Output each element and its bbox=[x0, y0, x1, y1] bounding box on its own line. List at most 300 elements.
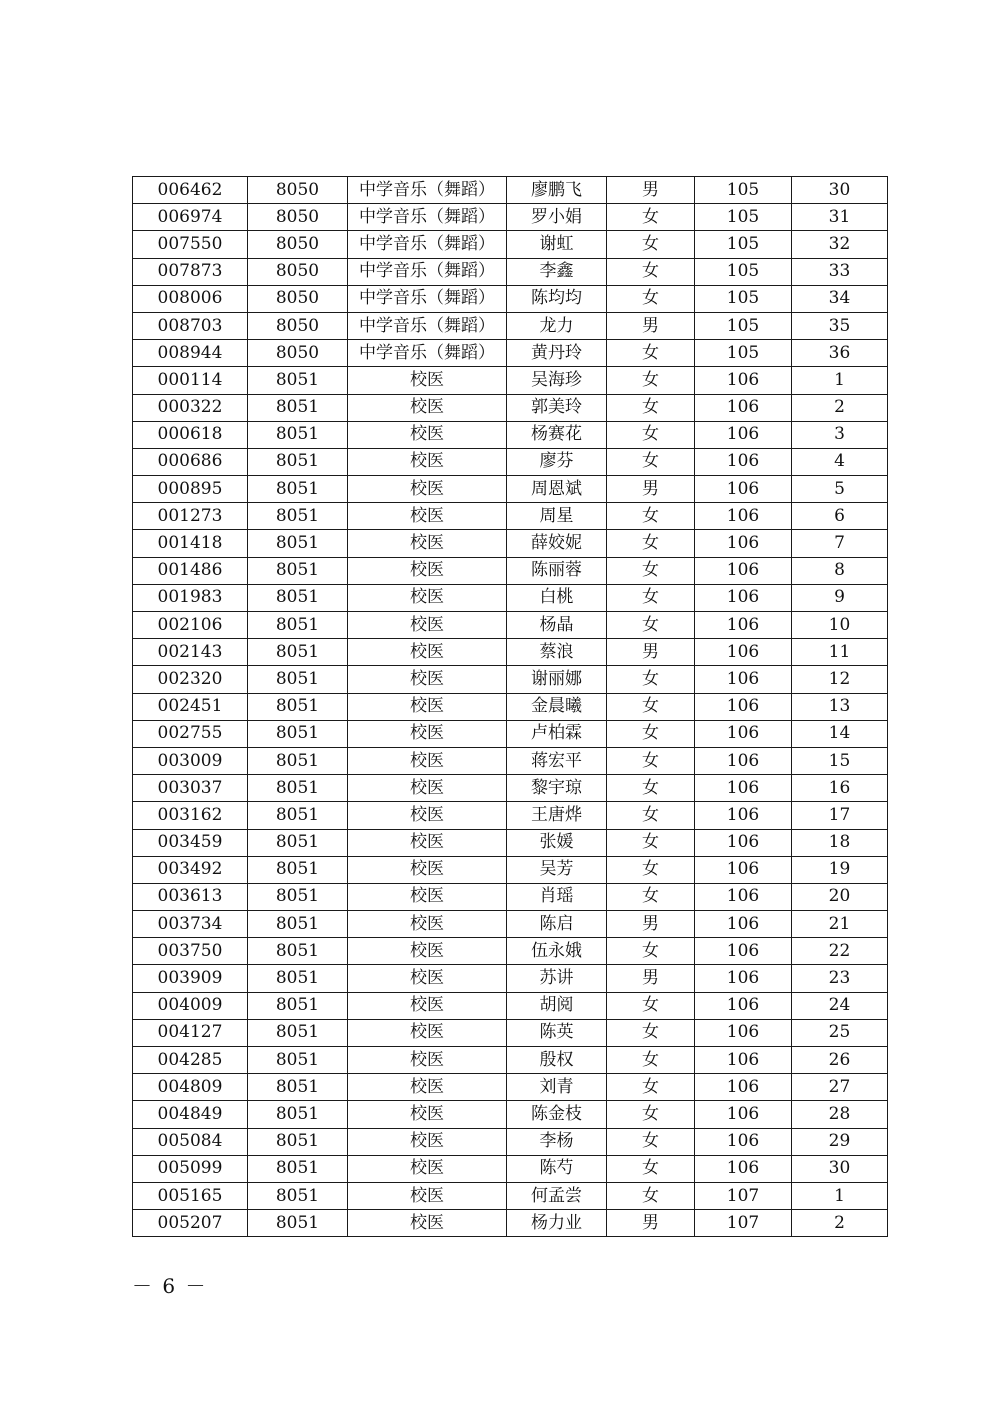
seat-number-cell: 8 bbox=[792, 557, 888, 584]
exam-room-cell: 106 bbox=[695, 1019, 792, 1046]
table-row bbox=[133, 421, 888, 448]
candidate-name-cell: 黄丹玲 bbox=[507, 340, 607, 367]
exam-room-cell: 106 bbox=[695, 693, 792, 720]
position-code-cell: 8051 bbox=[248, 1155, 348, 1182]
seat-number-cell: 23 bbox=[792, 965, 888, 992]
candidate-name-cell: 谢丽娜 bbox=[507, 666, 607, 693]
seat-number-cell: 18 bbox=[792, 829, 888, 856]
exam-room-cell: 105 bbox=[695, 231, 792, 258]
position-name-cell: 中学音乐（舞蹈） bbox=[348, 312, 507, 339]
position-name-cell: 校医 bbox=[348, 448, 507, 475]
seat-number-cell: 19 bbox=[792, 856, 888, 883]
table-row bbox=[133, 530, 888, 557]
candidate-name-cell: 李杨 bbox=[507, 1128, 607, 1155]
page-number: － 6 － bbox=[132, 1274, 208, 1298]
exam-number-cell: 003162 bbox=[133, 802, 248, 829]
gender-cell: 女 bbox=[607, 584, 695, 611]
exam-room-cell: 106 bbox=[695, 639, 792, 666]
candidate-name-cell: 金晨曦 bbox=[507, 693, 607, 720]
table-row bbox=[133, 992, 888, 1019]
table-row bbox=[133, 1019, 888, 1046]
position-name-cell: 校医 bbox=[348, 367, 507, 394]
exam-room-cell: 107 bbox=[695, 1182, 792, 1209]
exam-room-cell: 106 bbox=[695, 992, 792, 1019]
exam-room-cell: 106 bbox=[695, 367, 792, 394]
seat-number-cell: 16 bbox=[792, 775, 888, 802]
seat-number-cell: 14 bbox=[792, 720, 888, 747]
table-row bbox=[133, 1210, 888, 1237]
position-code-cell: 8050 bbox=[248, 204, 348, 231]
exam-room-cell: 106 bbox=[695, 911, 792, 938]
exam-room-cell: 105 bbox=[695, 177, 792, 204]
candidate-name-cell: 陈金枝 bbox=[507, 1101, 607, 1128]
gender-cell: 女 bbox=[607, 231, 695, 258]
candidate-name-cell: 何孟尝 bbox=[507, 1182, 607, 1209]
table-row bbox=[133, 1047, 888, 1074]
table-row bbox=[133, 720, 888, 747]
seat-number-cell: 30 bbox=[792, 177, 888, 204]
seat-number-cell: 29 bbox=[792, 1128, 888, 1155]
exam-number-cell: 000618 bbox=[133, 421, 248, 448]
candidate-name-cell: 陈均均 bbox=[507, 285, 607, 312]
table-row bbox=[133, 612, 888, 639]
candidate-name-cell: 吴芳 bbox=[507, 856, 607, 883]
seat-number-cell: 10 bbox=[792, 612, 888, 639]
candidate-name-cell: 陈丽蓉 bbox=[507, 557, 607, 584]
exam-number-cell: 003909 bbox=[133, 965, 248, 992]
candidate-name-cell: 黎宇琼 bbox=[507, 775, 607, 802]
seat-number-cell: 35 bbox=[792, 312, 888, 339]
seat-number-cell: 11 bbox=[792, 639, 888, 666]
table-row bbox=[133, 177, 888, 204]
exam-number-cell: 003750 bbox=[133, 938, 248, 965]
table-row bbox=[133, 883, 888, 910]
exam-number-cell: 000895 bbox=[133, 476, 248, 503]
gender-cell: 女 bbox=[607, 720, 695, 747]
position-code-cell: 8051 bbox=[248, 421, 348, 448]
exam-room-cell: 105 bbox=[695, 340, 792, 367]
exam-number-cell: 005165 bbox=[133, 1182, 248, 1209]
position-code-cell: 8051 bbox=[248, 747, 348, 774]
seat-number-cell: 15 bbox=[792, 747, 888, 774]
exam-room-cell: 106 bbox=[695, 775, 792, 802]
position-code-cell: 8050 bbox=[248, 177, 348, 204]
table-row bbox=[133, 367, 888, 394]
candidate-name-cell: 罗小娟 bbox=[507, 204, 607, 231]
table-row bbox=[133, 285, 888, 312]
exam-number-cell: 007873 bbox=[133, 258, 248, 285]
position-name-cell: 校医 bbox=[348, 612, 507, 639]
position-name-cell: 校医 bbox=[348, 775, 507, 802]
gender-cell: 女 bbox=[607, 666, 695, 693]
exam-number-cell: 004285 bbox=[133, 1047, 248, 1074]
candidate-name-cell: 谢虹 bbox=[507, 231, 607, 258]
gender-cell: 男 bbox=[607, 639, 695, 666]
gender-cell: 女 bbox=[607, 1155, 695, 1182]
position-name-cell: 校医 bbox=[348, 747, 507, 774]
gender-cell: 女 bbox=[607, 1074, 695, 1101]
position-name-cell: 校医 bbox=[348, 1019, 507, 1046]
table-row bbox=[133, 584, 888, 611]
candidate-name-cell: 伍永娥 bbox=[507, 938, 607, 965]
exam-number-cell: 003009 bbox=[133, 747, 248, 774]
position-name-cell: 校医 bbox=[348, 992, 507, 1019]
position-name-cell: 校医 bbox=[348, 530, 507, 557]
seat-number-cell: 3 bbox=[792, 421, 888, 448]
exam-number-cell: 008703 bbox=[133, 312, 248, 339]
exam-room-cell: 106 bbox=[695, 856, 792, 883]
exam-room-cell: 106 bbox=[695, 530, 792, 557]
position-name-cell: 校医 bbox=[348, 965, 507, 992]
position-name-cell: 校医 bbox=[348, 557, 507, 584]
seat-number-cell: 21 bbox=[792, 911, 888, 938]
candidate-name-cell: 郭美玲 bbox=[507, 394, 607, 421]
position-name-cell: 校医 bbox=[348, 1128, 507, 1155]
position-code-cell: 8051 bbox=[248, 1074, 348, 1101]
exam-room-cell: 106 bbox=[695, 1155, 792, 1182]
gender-cell: 女 bbox=[607, 367, 695, 394]
exam-room-cell: 106 bbox=[695, 1047, 792, 1074]
gender-cell: 女 bbox=[607, 421, 695, 448]
exam-number-cell: 003459 bbox=[133, 829, 248, 856]
roster-table-body bbox=[133, 177, 888, 1237]
position-code-cell: 8051 bbox=[248, 883, 348, 910]
seat-number-cell: 27 bbox=[792, 1074, 888, 1101]
seat-number-cell: 24 bbox=[792, 992, 888, 1019]
candidate-name-cell: 殷权 bbox=[507, 1047, 607, 1074]
position-code-cell: 8051 bbox=[248, 992, 348, 1019]
seat-number-cell: 4 bbox=[792, 448, 888, 475]
gender-cell: 男 bbox=[607, 1210, 695, 1237]
exam-room-cell: 107 bbox=[695, 1210, 792, 1237]
position-name-cell: 校医 bbox=[348, 829, 507, 856]
exam-room-cell: 106 bbox=[695, 421, 792, 448]
gender-cell: 女 bbox=[607, 775, 695, 802]
position-code-cell: 8051 bbox=[248, 802, 348, 829]
table-row bbox=[133, 258, 888, 285]
position-code-cell: 8051 bbox=[248, 1019, 348, 1046]
candidate-name-cell: 廖鹏飞 bbox=[507, 177, 607, 204]
position-name-cell: 中学音乐（舞蹈） bbox=[348, 340, 507, 367]
exam-number-cell: 005207 bbox=[133, 1210, 248, 1237]
exam-number-cell: 001983 bbox=[133, 584, 248, 611]
seat-number-cell: 26 bbox=[792, 1047, 888, 1074]
position-code-cell: 8051 bbox=[248, 911, 348, 938]
table-row bbox=[133, 1101, 888, 1128]
exam-room-cell: 105 bbox=[695, 258, 792, 285]
table-row bbox=[133, 394, 888, 421]
gender-cell: 女 bbox=[607, 285, 695, 312]
candidate-name-cell: 苏讲 bbox=[507, 965, 607, 992]
candidate-name-cell: 刘青 bbox=[507, 1074, 607, 1101]
seat-number-cell: 2 bbox=[792, 394, 888, 421]
table-row bbox=[133, 312, 888, 339]
exam-room-cell: 106 bbox=[695, 394, 792, 421]
position-code-cell: 8051 bbox=[248, 856, 348, 883]
seat-number-cell: 12 bbox=[792, 666, 888, 693]
candidate-name-cell: 廖芬 bbox=[507, 448, 607, 475]
exam-room-cell: 106 bbox=[695, 802, 792, 829]
exam-number-cell: 005084 bbox=[133, 1128, 248, 1155]
exam-room-cell: 106 bbox=[695, 448, 792, 475]
position-code-cell: 8051 bbox=[248, 829, 348, 856]
candidate-name-cell: 杨晶 bbox=[507, 612, 607, 639]
exam-room-cell: 106 bbox=[695, 1128, 792, 1155]
position-code-cell: 8051 bbox=[248, 612, 348, 639]
exam-number-cell: 002106 bbox=[133, 612, 248, 639]
seat-number-cell: 32 bbox=[792, 231, 888, 258]
exam-room-cell: 106 bbox=[695, 1074, 792, 1101]
position-code-cell: 8051 bbox=[248, 666, 348, 693]
exam-number-cell: 002755 bbox=[133, 720, 248, 747]
gender-cell: 女 bbox=[607, 992, 695, 1019]
position-name-cell: 校医 bbox=[348, 1074, 507, 1101]
gender-cell: 女 bbox=[607, 394, 695, 421]
seat-number-cell: 2 bbox=[792, 1210, 888, 1237]
exam-number-cell: 001418 bbox=[133, 530, 248, 557]
position-name-cell: 校医 bbox=[348, 911, 507, 938]
exam-number-cell: 006462 bbox=[133, 177, 248, 204]
exam-number-cell: 007550 bbox=[133, 231, 248, 258]
table-row bbox=[133, 965, 888, 992]
exam-number-cell: 003037 bbox=[133, 775, 248, 802]
position-code-cell: 8051 bbox=[248, 394, 348, 421]
position-code-cell: 8051 bbox=[248, 693, 348, 720]
candidate-name-cell: 薛姣妮 bbox=[507, 530, 607, 557]
position-name-cell: 校医 bbox=[348, 1182, 507, 1209]
gender-cell: 男 bbox=[607, 476, 695, 503]
position-code-cell: 8051 bbox=[248, 1047, 348, 1074]
gender-cell: 女 bbox=[607, 802, 695, 829]
exam-room-cell: 106 bbox=[695, 557, 792, 584]
table-row bbox=[133, 204, 888, 231]
gender-cell: 女 bbox=[607, 448, 695, 475]
exam-number-cell: 003613 bbox=[133, 883, 248, 910]
table-row bbox=[133, 639, 888, 666]
position-code-cell: 8051 bbox=[248, 639, 348, 666]
position-code-cell: 8051 bbox=[248, 367, 348, 394]
position-name-cell: 校医 bbox=[348, 503, 507, 530]
position-code-cell: 8051 bbox=[248, 720, 348, 747]
exam-number-cell: 002143 bbox=[133, 639, 248, 666]
exam-room-cell: 105 bbox=[695, 312, 792, 339]
position-code-cell: 8051 bbox=[248, 476, 348, 503]
position-name-cell: 校医 bbox=[348, 856, 507, 883]
exam-room-cell: 105 bbox=[695, 285, 792, 312]
exam-number-cell: 008944 bbox=[133, 340, 248, 367]
exam-room-cell: 106 bbox=[695, 584, 792, 611]
exam-room-cell: 106 bbox=[695, 829, 792, 856]
position-name-cell: 校医 bbox=[348, 883, 507, 910]
gender-cell: 女 bbox=[607, 258, 695, 285]
position-code-cell: 8050 bbox=[248, 258, 348, 285]
table-row bbox=[133, 802, 888, 829]
exam-room-cell: 105 bbox=[695, 204, 792, 231]
seat-number-cell: 34 bbox=[792, 285, 888, 312]
seat-number-cell: 6 bbox=[792, 503, 888, 530]
table-row bbox=[133, 340, 888, 367]
exam-room-cell: 106 bbox=[695, 476, 792, 503]
table-row bbox=[133, 557, 888, 584]
gender-cell: 女 bbox=[607, 204, 695, 231]
table-row bbox=[133, 503, 888, 530]
gender-cell: 女 bbox=[607, 557, 695, 584]
table-row bbox=[133, 476, 888, 503]
exam-room-cell: 106 bbox=[695, 747, 792, 774]
gender-cell: 女 bbox=[607, 938, 695, 965]
candidate-name-cell: 龙力 bbox=[507, 312, 607, 339]
gender-cell: 女 bbox=[607, 1047, 695, 1074]
exam-number-cell: 003734 bbox=[133, 911, 248, 938]
gender-cell: 男 bbox=[607, 911, 695, 938]
seat-number-cell: 1 bbox=[792, 367, 888, 394]
candidate-name-cell: 蔡浪 bbox=[507, 639, 607, 666]
seat-number-cell: 22 bbox=[792, 938, 888, 965]
candidate-name-cell: 张媛 bbox=[507, 829, 607, 856]
exam-number-cell: 004809 bbox=[133, 1074, 248, 1101]
position-name-cell: 校医 bbox=[348, 1155, 507, 1182]
candidate-name-cell: 陈启 bbox=[507, 911, 607, 938]
position-name-cell: 中学音乐（舞蹈） bbox=[348, 231, 507, 258]
exam-number-cell: 004849 bbox=[133, 1101, 248, 1128]
gender-cell: 女 bbox=[607, 340, 695, 367]
candidate-name-cell: 周恩斌 bbox=[507, 476, 607, 503]
gender-cell: 女 bbox=[607, 612, 695, 639]
position-code-cell: 8051 bbox=[248, 503, 348, 530]
exam-number-cell: 001486 bbox=[133, 557, 248, 584]
position-code-cell: 8051 bbox=[248, 557, 348, 584]
exam-number-cell: 003492 bbox=[133, 856, 248, 883]
position-code-cell: 8050 bbox=[248, 312, 348, 339]
gender-cell: 女 bbox=[607, 1101, 695, 1128]
exam-room-cell: 106 bbox=[695, 503, 792, 530]
position-name-cell: 中学音乐（舞蹈） bbox=[348, 204, 507, 231]
position-name-cell: 校医 bbox=[348, 1047, 507, 1074]
exam-room-cell: 106 bbox=[695, 666, 792, 693]
position-name-cell: 校医 bbox=[348, 938, 507, 965]
candidate-name-cell: 周星 bbox=[507, 503, 607, 530]
table-row bbox=[133, 938, 888, 965]
seat-number-cell: 28 bbox=[792, 1101, 888, 1128]
exam-room-cell: 106 bbox=[695, 965, 792, 992]
table-row bbox=[133, 747, 888, 774]
gender-cell: 女 bbox=[607, 693, 695, 720]
position-code-cell: 8050 bbox=[248, 340, 348, 367]
gender-cell: 男 bbox=[607, 312, 695, 339]
table-row bbox=[133, 1074, 888, 1101]
gender-cell: 女 bbox=[607, 530, 695, 557]
table-row bbox=[133, 1182, 888, 1209]
position-name-cell: 校医 bbox=[348, 394, 507, 421]
seat-number-cell: 25 bbox=[792, 1019, 888, 1046]
exam-number-cell: 002451 bbox=[133, 693, 248, 720]
candidate-name-cell: 胡阅 bbox=[507, 992, 607, 1019]
position-name-cell: 校医 bbox=[348, 720, 507, 747]
table-row bbox=[133, 829, 888, 856]
table-row bbox=[133, 448, 888, 475]
position-code-cell: 8051 bbox=[248, 775, 348, 802]
seat-number-cell: 13 bbox=[792, 693, 888, 720]
exam-number-cell: 004009 bbox=[133, 992, 248, 1019]
gender-cell: 女 bbox=[607, 1019, 695, 1046]
seat-number-cell: 7 bbox=[792, 530, 888, 557]
gender-cell: 女 bbox=[607, 747, 695, 774]
seat-number-cell: 31 bbox=[792, 204, 888, 231]
table-row bbox=[133, 1128, 888, 1155]
position-code-cell: 8050 bbox=[248, 231, 348, 258]
position-code-cell: 8051 bbox=[248, 1128, 348, 1155]
position-code-cell: 8051 bbox=[248, 1210, 348, 1237]
gender-cell: 女 bbox=[607, 856, 695, 883]
candidate-name-cell: 陈英 bbox=[507, 1019, 607, 1046]
table-row bbox=[133, 775, 888, 802]
position-code-cell: 8050 bbox=[248, 285, 348, 312]
position-name-cell: 中学音乐（舞蹈） bbox=[348, 285, 507, 312]
position-code-cell: 8051 bbox=[248, 448, 348, 475]
seat-number-cell: 9 bbox=[792, 584, 888, 611]
table-row bbox=[133, 666, 888, 693]
exam-room-cell: 106 bbox=[695, 720, 792, 747]
seat-number-cell: 5 bbox=[792, 476, 888, 503]
gender-cell: 男 bbox=[607, 965, 695, 992]
candidate-name-cell: 李鑫 bbox=[507, 258, 607, 285]
position-name-cell: 校医 bbox=[348, 639, 507, 666]
exam-room-cell: 106 bbox=[695, 1101, 792, 1128]
exam-number-cell: 000322 bbox=[133, 394, 248, 421]
position-name-cell: 校医 bbox=[348, 476, 507, 503]
position-name-cell: 校医 bbox=[348, 693, 507, 720]
position-name-cell: 中学音乐（舞蹈） bbox=[348, 177, 507, 204]
gender-cell: 女 bbox=[607, 883, 695, 910]
exam-room-cell: 106 bbox=[695, 938, 792, 965]
position-code-cell: 8051 bbox=[248, 584, 348, 611]
exam-room-cell: 106 bbox=[695, 612, 792, 639]
table-row bbox=[133, 231, 888, 258]
position-name-cell: 校医 bbox=[348, 421, 507, 448]
gender-cell: 男 bbox=[607, 177, 695, 204]
table-row bbox=[133, 856, 888, 883]
position-name-cell: 校医 bbox=[348, 666, 507, 693]
exam-number-cell: 000114 bbox=[133, 367, 248, 394]
exam-number-cell: 002320 bbox=[133, 666, 248, 693]
position-name-cell: 中学音乐（舞蹈） bbox=[348, 258, 507, 285]
seat-number-cell: 17 bbox=[792, 802, 888, 829]
position-code-cell: 8051 bbox=[248, 530, 348, 557]
position-name-cell: 校医 bbox=[348, 1101, 507, 1128]
position-code-cell: 8051 bbox=[248, 1182, 348, 1209]
exam-number-cell: 004127 bbox=[133, 1019, 248, 1046]
seat-number-cell: 33 bbox=[792, 258, 888, 285]
candidate-name-cell: 杨力业 bbox=[507, 1210, 607, 1237]
gender-cell: 女 bbox=[607, 829, 695, 856]
exam-room-cell: 106 bbox=[695, 883, 792, 910]
candidate-name-cell: 肖瑶 bbox=[507, 883, 607, 910]
gender-cell: 女 bbox=[607, 1128, 695, 1155]
exam-number-cell: 001273 bbox=[133, 503, 248, 530]
seat-number-cell: 36 bbox=[792, 340, 888, 367]
candidate-name-cell: 王唐烨 bbox=[507, 802, 607, 829]
seat-number-cell: 20 bbox=[792, 883, 888, 910]
seat-number-cell: 1 bbox=[792, 1182, 888, 1209]
seat-number-cell: 30 bbox=[792, 1155, 888, 1182]
gender-cell: 女 bbox=[607, 503, 695, 530]
exam-number-cell: 005099 bbox=[133, 1155, 248, 1182]
candidate-name-cell: 白桃 bbox=[507, 584, 607, 611]
gender-cell: 女 bbox=[607, 1182, 695, 1209]
position-code-cell: 8051 bbox=[248, 938, 348, 965]
candidate-name-cell: 杨赛花 bbox=[507, 421, 607, 448]
candidate-name-cell: 蒋宏平 bbox=[507, 747, 607, 774]
